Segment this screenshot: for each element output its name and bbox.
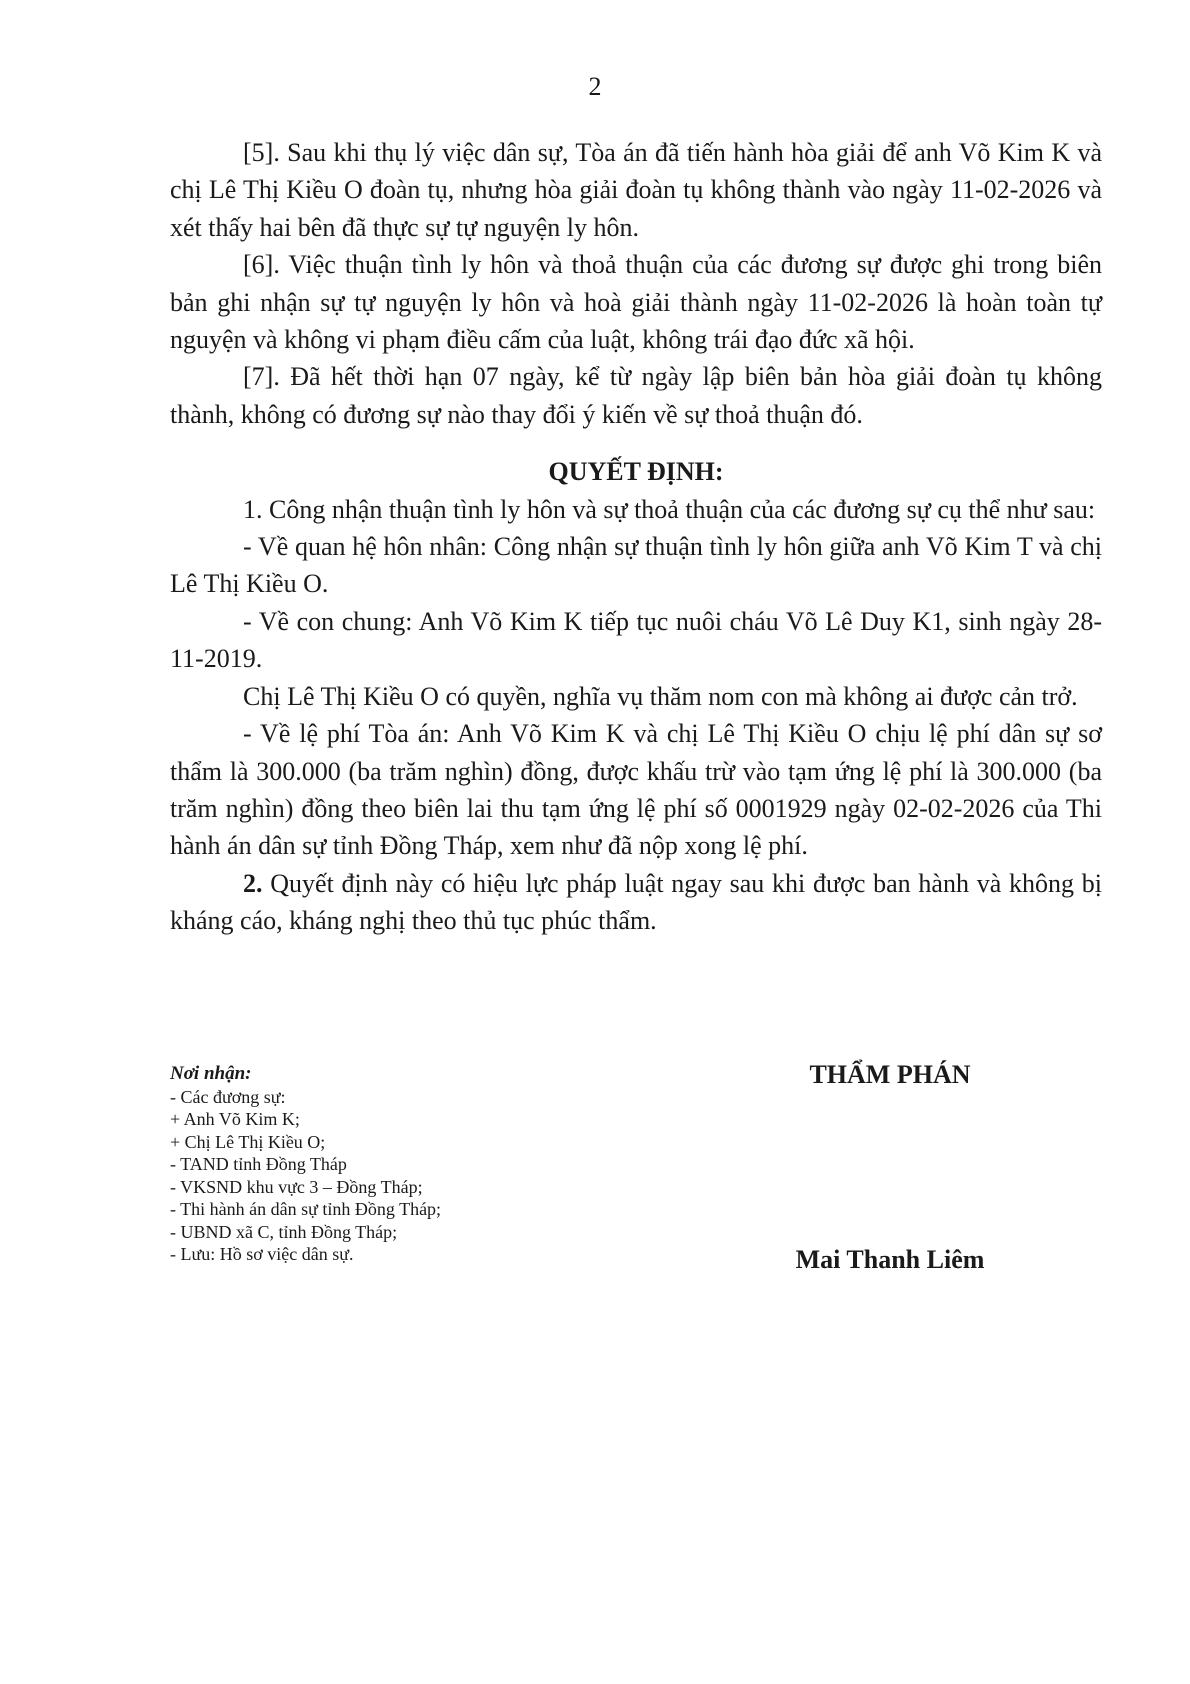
- decision-heading: QUYẾT ĐỊNH:: [548, 457, 724, 487]
- recipients-title: Nơi nhận:: [170, 1063, 252, 1084]
- paragraph-7: [7]. Đã hết thời hạn 07 ngày, kể từ ngày lập biên bản hòa giải đoàn tụ không thành, không có đương sự nào thay đổi ý kiến về sự thoả thuận đó.: [170, 362, 1102, 429]
- paragraph-6: [6]. Việc thuận tình ly hôn và thoả thuận của các đương sự được ghi trong biên bản ghi nhận sự tự nguyện ly hôn và hoà giải thành ngày 11-02-2026 là hoàn toàn tự nguyện và không vi phạm điều cấm của luật, không trái đạo đức xã hội.: [170, 250, 1102, 355]
- recipient-item: - TAND tỉnh Đồng Tháp: [170, 1154, 347, 1174]
- signer-name: Mai Thanh Liêm: [795, 1245, 985, 1274]
- decision-children: - Về con chung: Anh Võ Kim K tiếp tục nuôi cháu Võ Lê Duy K1, sinh ngày 28-11-2019.: [170, 606, 1102, 674]
- decision-item-2: [170, 865, 1102, 940]
- decision-visitation: Chị Lê Thị Kiều O có quyền, nghĩa vụ thăm nom con mà không ai được cản trở.: [243, 681, 1078, 711]
- recipient-item: + Anh Võ Kim K;: [170, 1109, 300, 1129]
- decision-marriage: - Về quan hệ hôn nhân: Công nhận sự thuận tình ly hôn giữa anh Võ Kim T và chị Lê Thị Kiều O.: [170, 532, 1102, 599]
- decision-item-1: 1. Công nhận thuận tình ly hôn và sự thoả thuận của các đương sự cụ thể như sau:: [243, 494, 1096, 524]
- signature-title: THẨM PHÁN: [809, 1060, 971, 1089]
- page-number: 2: [588, 72, 602, 101]
- recipient-item: - Thi hành án dân sự tỉnh Đồng Tháp;: [170, 1199, 442, 1219]
- recipient-item: - Lưu: Hồ sơ việc dân sự.: [170, 1244, 354, 1264]
- document-body: [170, 134, 1102, 940]
- recipient-item: - UBND xã C, tỉnh Đồng Tháp;: [170, 1221, 398, 1242]
- recipient-item: - Các đương sự:: [170, 1086, 286, 1107]
- decision-item-2-number: 2.: [243, 868, 263, 898]
- signature-block: [740, 1060, 1040, 1274]
- decision-item-2-text: Quyết định này có hiệu lực pháp luật ngay sau khi được ban hành và không bị kháng cáo, kháng nghị theo thủ tục phúc thẩm.: [170, 868, 1102, 936]
- decision-fees: - Về lệ phí Tòa án: Anh Võ Kim K và chị Lê Thị Kiều O chịu lệ phí dân sự sơ thẩm là 300.000 (ba trăm nghìn) đồng, được khấu trừ vào tạm ứng lệ phí là 300.000 (ba trăm nghìn) đồng theo biên lai thu tạm ứng lệ phí số 0001929 ngày 02-02-2026 của Thi hành án dân sự tỉnh Đồng Tháp, xem như đã nộp xong lệ phí.: [170, 719, 1102, 861]
- recipient-item: - VKSND khu vực 3 – Đồng Tháp;: [170, 1176, 423, 1197]
- recipients-block: [170, 1063, 441, 1266]
- recipient-item: + Chị Lê Thị Kiều O;: [170, 1131, 326, 1152]
- paragraph-5: [5]. Sau khi thụ lý việc dân sự, Tòa án đã tiến hành hòa giải để anh Võ Kim K và chị Lê Thị Kiều O đoàn tụ, nhưng hòa giải đoàn tụ không thành vào ngày 11-02-2026 và xét thấy hai bên đã thực sự tự nguyện ly hôn.: [170, 138, 1102, 242]
